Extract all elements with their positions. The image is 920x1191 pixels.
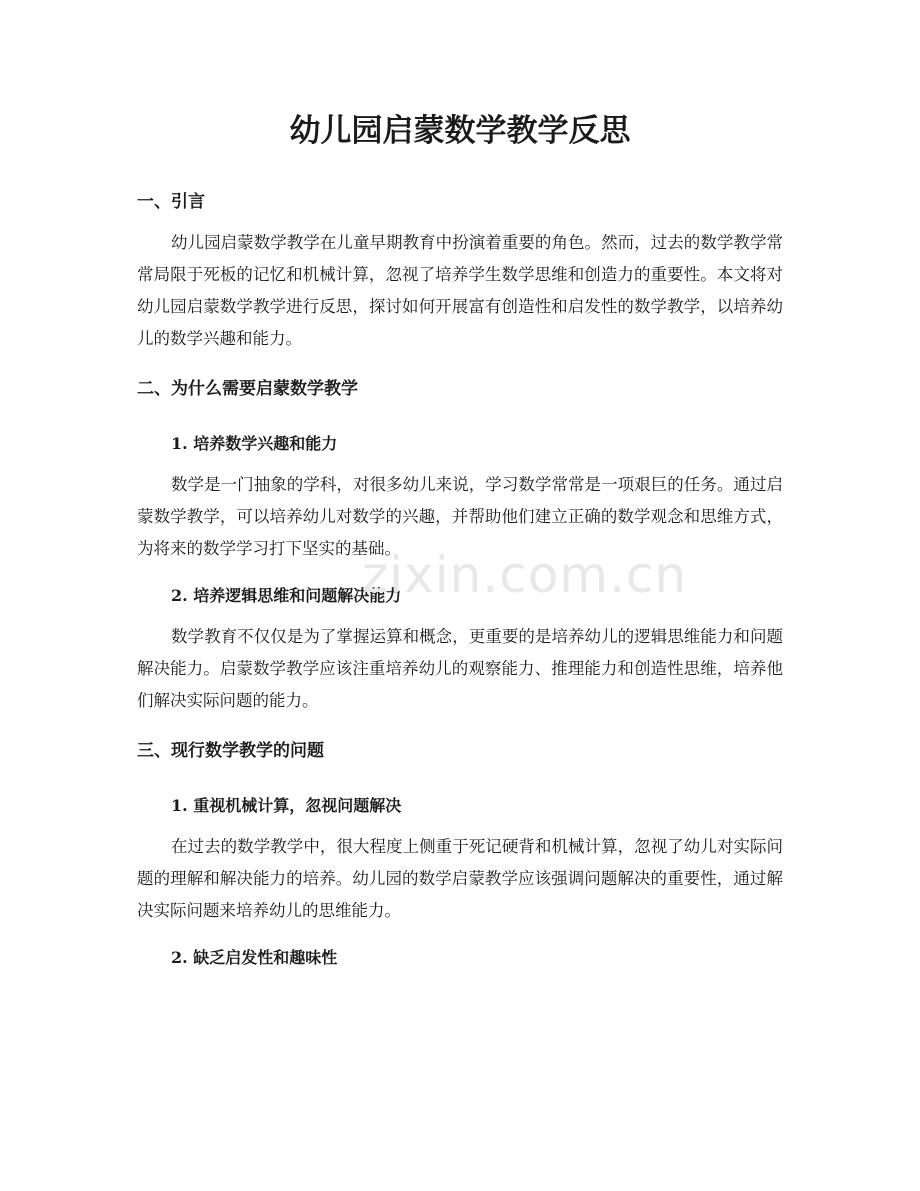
paragraph-mechanical: 在过去的数学教学中，很大程度上侧重于死记硬背和机械计算，忽视了幼儿对实际问题的理解和解决能力的培养。幼儿园的数学启蒙教学应该强调问题解决的重要性，通过解决实际问题来培养幼儿的思维能力。: [137, 837, 783, 920]
paragraph-intro: 幼儿园启蒙数学教学在儿童早期教育中扮演着重要的角色。然而，过去的数学教学常常局限于死板的记忆和机械计算，忽视了培养学生数学思维和创造力的重要性。本文将对幼儿园启蒙数学教学进行反思，探讨如何开展富有创造性和启发性的数学教学，以培养幼儿的数学兴趣和能力。: [137, 233, 783, 348]
subheading-mechanical: 1. 重视机械计算，忽视问题解决: [171, 796, 402, 815]
paragraph-interest: 数学是一门抽象的学科，对很多幼儿来说，学习数学常常是一项艰巨的任务。通过启蒙数学教学，可以培养幼儿对数学的兴趣，并帮助他们建立正确的数学观念和思维方式，为将来的数学学习打下坚实的基础。: [137, 475, 783, 558]
section-heading-intro: 一、引言: [137, 192, 205, 212]
watermark: zixin.com.cn: [362, 546, 688, 604]
subheading-interest: 1. 培养数学兴趣和能力: [171, 434, 338, 453]
document-title: 幼儿园启蒙数学教学反思: [289, 113, 631, 149]
paragraph-logic: 数学教育不仅仅是为了掌握运算和概念，更重要的是培养幼儿的逻辑思维能力和问题解决能力。启蒙数学教学应该注重培养幼儿的观察能力、推理能力和创造性思维，培养他们解决实际问题的能力。: [137, 627, 783, 710]
subheading-logic: 2. 培养逻辑思维和问题解决能力: [171, 586, 402, 605]
subheading-inspiration: 2. 缺乏启发性和趣味性: [171, 948, 338, 967]
section-heading-why: 二、为什么需要启蒙数学教学: [137, 379, 358, 399]
section-heading-problems: 三、现行数学教学的问题: [137, 741, 324, 761]
